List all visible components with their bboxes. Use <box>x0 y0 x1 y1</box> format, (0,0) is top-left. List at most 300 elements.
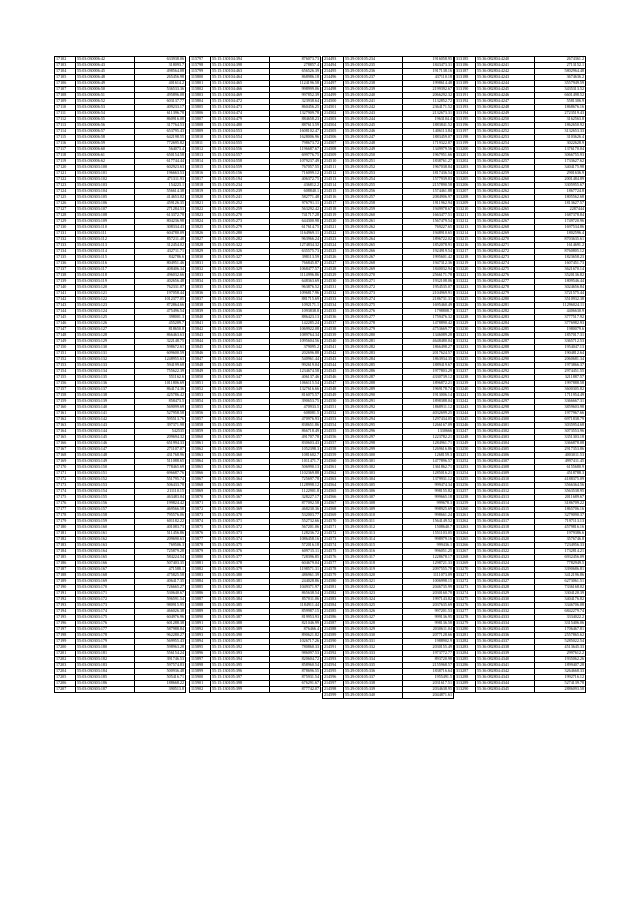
value-cell: 402656.48 <box>135 279 186 285</box>
cadastral-number-cell: 55:15:130105:328 <box>211 261 270 267</box>
value-cell: 594199.68 <box>135 363 186 369</box>
value-cell: 391746.53 <box>135 657 186 663</box>
value-cell: 1977803.29 <box>403 369 454 375</box>
row-number-cell: 115847 <box>190 357 211 363</box>
row-number-cell: 115835 <box>190 285 211 291</box>
cadastral-number-cell: 55:15:130105:378 <box>211 561 270 567</box>
value-cell: 542535 <box>135 429 186 435</box>
value-cell: 999436.1 <box>403 543 454 549</box>
cadastral-number-cell: 55:15:130104:473 <box>211 105 270 111</box>
cadastral-number-cell: 55:15:130105:327 <box>211 255 270 261</box>
row-number-cell: 214555 <box>323 429 344 435</box>
row-number-cell: 17157 <box>55 387 76 393</box>
cadastral-number-cell: 55:29:010105:320 <box>344 573 403 579</box>
row-number-cell: 17142 <box>55 297 76 303</box>
row-number-cell: 214561 <box>323 465 344 471</box>
value-cell: 656526.39 <box>270 69 321 75</box>
value-cell: 6932456.09 <box>535 555 586 561</box>
row-number-cell: 115812 <box>190 147 211 153</box>
value-cell: 3859603.98 <box>535 405 586 411</box>
cadastral-number-cell: 55:15:130105:234 <box>211 183 270 189</box>
row-number-cell: 17178 <box>55 513 76 519</box>
cadastral-number-cell: 55:03:030303:182 <box>76 657 135 663</box>
cadastral-number-cell: 55:29:010105:252 <box>344 165 403 171</box>
row-number-cell: 17127 <box>55 207 76 213</box>
cadastral-number-cell: 55:29:010105:242 <box>344 105 403 111</box>
value-cell: 887613.59 <box>270 123 321 129</box>
value-cell: 1049371.97 <box>270 585 321 591</box>
value-cell: 601182.22 <box>135 519 186 525</box>
value-cell: 2046735.99 <box>403 585 454 591</box>
row-number-cell: 214512 <box>323 171 344 177</box>
row-number-cell: 313232 <box>455 339 476 345</box>
cadastral-number-cell: 55:15:130105:156 <box>211 171 270 177</box>
cadastral-number-cell: 55:03:030303:117 <box>76 267 135 273</box>
row-number-cell: 313242 <box>455 399 476 405</box>
value-cell: 1857017.31 <box>535 333 586 339</box>
value-cell: 196663.53 <box>135 171 186 177</box>
value-cell: 998155.82 <box>403 489 454 495</box>
value-cell: 2713152.1 <box>535 63 586 69</box>
row-number-cell: 214576 <box>323 555 344 561</box>
value-cell: 617744.44 <box>135 159 186 165</box>
cadastral-number-cell: 55:03:030303:120 <box>76 285 135 291</box>
cadastral-number-cell: 55:15:130105:350 <box>211 393 270 399</box>
value-cell: 1228678.17 <box>403 555 454 561</box>
cadastral-number-cell: 55:03:030303:147 <box>76 447 135 453</box>
row-number-cell: 17102 <box>55 57 76 63</box>
cadastral-number-cell: 55:29:010105:303 <box>344 471 403 477</box>
row-number-cell: 115826 <box>190 231 211 237</box>
value-cell: 527958.58 <box>135 411 186 417</box>
value-cell: 608081.5 <box>270 411 321 417</box>
value-cell: 602923.63 <box>135 165 186 171</box>
cadastral-number-cell: 55:03:030006:51 <box>76 93 135 99</box>
row-number-cell: 214543 <box>323 357 344 363</box>
cadastral-number-cell: 55:15:130105:398 <box>211 681 270 687</box>
value-cell: 455209.7 <box>135 321 186 327</box>
cadastral-number-cell: 55:36:082804:4272 <box>476 249 535 255</box>
value-cell: 2084906.97 <box>403 195 454 201</box>
row-number-cell: 214570 <box>323 519 344 525</box>
row-number-cell: 115879 <box>190 549 211 555</box>
row-number-cell: 214580 <box>323 579 344 585</box>
value-cell: 551795.74 <box>135 477 186 483</box>
row-number-cell: 214562 <box>323 471 344 477</box>
cadastral-number-cell: 55:36:082804:4292 <box>476 369 535 375</box>
value-cell: 1889419.67 <box>403 363 454 369</box>
cadastral-number-cell: 55:03:030303:141 <box>76 411 135 417</box>
row-number-cell: 17106 <box>55 81 76 87</box>
value-cell: 1916058.95 <box>403 57 454 63</box>
row-number-cell: 115802 <box>190 87 211 93</box>
cadastral-number-cell: 55:15:130104:559 <box>211 165 270 171</box>
value-cell: 857011.06 <box>270 597 321 603</box>
cadastral-number-cell: 55:03:030303:138 <box>76 393 135 399</box>
value-cell: 463483.04 <box>135 495 186 501</box>
row-number-cell: 214505 <box>323 129 344 135</box>
cadastral-number-cell: 55:15:130105:273 <box>211 219 270 225</box>
cadastral-number-cell: 55:29:010105:254 <box>344 177 403 183</box>
cadastral-number-cell: 55:03:030303:122 <box>76 297 135 303</box>
row-number-cell: 313195 <box>455 117 476 123</box>
cadastral-number-cell: 55:29:010105:279 <box>344 327 403 333</box>
value-cell: 1223782.21 <box>403 435 454 441</box>
row-number-cell: 115818 <box>190 183 211 189</box>
row-number-cell: 17197 <box>55 627 76 633</box>
row-number-cell: 115814 <box>190 159 211 165</box>
row-number-cell: 214509 <box>323 153 344 159</box>
row-number-cell: 115810 <box>190 135 211 141</box>
value-cell: 318093.7 <box>135 63 186 69</box>
row-number-cell: 17192 <box>55 597 76 603</box>
row-number-cell: 214591 <box>323 645 344 651</box>
row-number-cell: 115823 <box>190 213 211 219</box>
cadastral-number-cell: 55:15:130105:322 <box>211 243 270 249</box>
value-cell: 986097.53 <box>270 651 321 657</box>
cadastral-number-cell: 55:15:130105:390 <box>211 633 270 639</box>
value-cell: 7336168.02 <box>535 585 586 591</box>
row-number-cell: 214527 <box>323 261 344 267</box>
cadastral-number-cell: 55:36:082804:4269 <box>476 231 535 237</box>
row-number-cell: 17170 <box>55 465 76 471</box>
row-number-cell: 115798 <box>190 63 211 69</box>
value-cell: 609600.59 <box>135 351 186 357</box>
value-cell: 4518788.3 <box>535 471 586 477</box>
value-cell: 1376170.04 <box>535 147 586 153</box>
row-number-cell: 313240 <box>455 387 476 393</box>
row-number-cell: 17154 <box>55 369 76 375</box>
cadastral-number-cell: 55:36:082804:4308 <box>476 465 535 471</box>
cadastral-number-cell: 55:03:030303:157 <box>76 507 135 513</box>
row-number-cell: 115851 <box>190 381 211 387</box>
value-cell: 963966.24 <box>270 237 321 243</box>
value-cell: 696687.76 <box>135 471 186 477</box>
value-cell: 471588.1 <box>135 567 186 573</box>
cadastral-number-cell: 55:29:010105:258 <box>344 201 403 207</box>
row-number-cell: 214547 <box>323 381 344 387</box>
value-cell: 1164969.11 <box>270 231 321 237</box>
value-cell: 2566171.78 <box>403 273 454 279</box>
value-cell: 798673.72 <box>270 141 321 147</box>
row-number-cell: 214588 <box>323 627 344 633</box>
row-number-cell: 17199 <box>55 639 76 645</box>
cadastral-number-cell: 55:15:130105:371 <box>211 519 270 525</box>
row-number-cell: 17129 <box>55 219 76 225</box>
row-number-cell: 115894 <box>190 639 211 645</box>
row-number-cell: 313286 <box>455 663 476 669</box>
cadastral-number-cell: 55:29:010105:286 <box>344 369 403 375</box>
row-number-cell: 17183 <box>55 543 76 549</box>
value-cell: 3721575.44 <box>535 291 586 297</box>
cadastral-number-cell: 55:03:030303:115 <box>76 255 135 261</box>
cadastral-number-cell: 55:29:010105:281 <box>344 339 403 345</box>
row-number-cell: 115885 <box>190 585 211 591</box>
value-cell: 1478890.42 <box>403 321 454 327</box>
row-number-cell: 313214 <box>455 231 476 237</box>
row-number-cell: 313209 <box>455 201 476 207</box>
row-number-cell: 313216 <box>455 243 476 249</box>
value-cell: 1068477.57 <box>270 267 321 273</box>
row-number-cell: 214583 <box>323 597 344 603</box>
value-cell: 1979386.6 <box>535 531 586 537</box>
row-number-cell: 313271 <box>455 573 476 579</box>
row-number-cell: 214526 <box>323 255 344 261</box>
row-number-cell: 17149 <box>55 339 76 345</box>
value-cell: 3132653.33 <box>535 129 586 135</box>
value-cell: 772695.82 <box>135 141 186 147</box>
cadastral-number-cell: 55:36:082804:4325 <box>476 567 535 573</box>
value-cell: 868986.18 <box>270 75 321 81</box>
value-cell: 1896872.21 <box>403 381 454 387</box>
cadastral-number-cell: 55:15:130105:351 <box>211 399 270 405</box>
value-cell: 3390686.81 <box>535 567 586 573</box>
cadastral-number-cell: 55:15:130105:352 <box>211 405 270 411</box>
row-number-cell: 115811 <box>190 141 211 147</box>
row-number-cell: 313234 <box>455 351 476 357</box>
row-number-cell: 17173 <box>55 483 76 489</box>
row-number-cell: 313275 <box>455 597 476 603</box>
row-number-cell: 17196 <box>55 621 76 627</box>
row-number-cell: 214493 <box>323 57 344 63</box>
row-number-cell: 17120 <box>55 165 76 171</box>
row-number-cell: 17126 <box>55 201 76 207</box>
row-number-cell: 214533 <box>323 297 344 303</box>
row-number-cell: 115877 <box>190 537 211 543</box>
row-number-cell: 313203 <box>455 165 476 171</box>
cadastral-number-cell: 55:36:082804:4343 <box>476 675 535 681</box>
cadastral-number-cell: 55:15:130105:343 <box>211 351 270 357</box>
cadastral-number-cell: 55:29:010105:246 <box>344 129 403 135</box>
cadastral-number-cell: 55:29:010105:287 <box>344 375 403 381</box>
value-cell: 741717.28 <box>270 213 321 219</box>
cadastral-number-cell: 55:36:082804:4338 <box>476 645 535 651</box>
value-cell: 884658.23 <box>270 117 321 123</box>
cadastral-number-cell: 55:29:010105:327 <box>344 615 403 621</box>
row-number-cell: 115799 <box>190 69 211 75</box>
cadastral-number-cell: 55:36:082804:4283 <box>476 315 535 321</box>
row-number-cell: 214530 <box>323 279 344 285</box>
cadastral-number-cell: 55:29:010105:263 <box>344 231 403 237</box>
row-number-cell: 214534 <box>323 303 344 309</box>
value-cell: 1867724.8 <box>535 189 586 195</box>
row-number-cell: 115864 <box>190 459 211 465</box>
row-number-cell: 115873 <box>190 513 211 519</box>
row-number-cell: 115817 <box>190 177 211 183</box>
value-cell: 2723519.43 <box>535 111 586 117</box>
row-number-cell: 115890 <box>190 615 211 621</box>
cadastral-number-cell: 55:03:030303:178 <box>76 633 135 639</box>
row-number-cell: 313211 <box>455 213 476 219</box>
cadastral-number-cell: 55:36:082804:4326 <box>476 573 535 579</box>
cadastral-number-cell: 55:03:030303:146 <box>76 441 135 447</box>
row-number-cell: 115860 <box>190 435 211 441</box>
row-number-cell: 115837 <box>190 297 211 303</box>
row-number-cell: 115887 <box>190 597 211 603</box>
value-cell: 1081602.7 <box>270 453 321 459</box>
row-number-cell: 115836 <box>190 291 211 297</box>
row-number-cell: 17202 <box>55 657 76 663</box>
cadastral-number-cell: 55:29:010105:264 <box>344 237 403 243</box>
value-cell: 1973866.37 <box>535 363 586 369</box>
cadastral-number-cell: 55:29:010105:339 <box>344 687 403 693</box>
cadastral-number-cell: 55:15:130105:336 <box>211 309 270 315</box>
value-cell: 552732.66 <box>270 519 321 525</box>
row-number-cell: 115901 <box>190 681 211 687</box>
row-number-cell: 214546 <box>323 375 344 381</box>
cadastral-number-cell: 55:36:082804:4334 <box>476 621 535 627</box>
value-cell: 755622.39 <box>135 369 186 375</box>
row-number-cell: 115881 <box>190 561 211 567</box>
cadastral-number-cell: 55:29:010105:236 <box>344 69 403 75</box>
value-cell: 188668.22 <box>135 681 186 687</box>
value-cell: 604679.04 <box>270 561 321 567</box>
cadastral-number-cell: 55:15:130104:469 <box>211 93 270 99</box>
row-number-cell: 313264 <box>455 531 476 537</box>
row-number-cell: 17168 <box>55 453 76 459</box>
cadastral-number-cell: 55:03:030303:151 <box>76 471 135 477</box>
row-number-cell: 214538 <box>323 327 344 333</box>
cadastral-number-cell: 55:15:130104:394 <box>211 57 270 63</box>
cadastral-number-cell: 55:36:082804:4296 <box>476 393 535 399</box>
cadastral-number-cell: 55:15:130105:358 <box>211 441 270 447</box>
row-number-cell: 115854 <box>190 399 211 405</box>
cadastral-number-cell: 55:36:082804:4332 <box>476 609 535 615</box>
row-number-cell: 17184 <box>55 549 76 555</box>
value-cell: 1086458.16 <box>270 537 321 543</box>
value-cell: 491707.78 <box>270 435 321 441</box>
cadastral-number-cell: 55:03:030303:187 <box>76 687 135 693</box>
value-cell: 540961.44 <box>270 357 321 363</box>
value-cell: 3334022.2 <box>535 615 586 621</box>
cadastral-number-cell: 55:03:030303:168 <box>76 573 135 579</box>
row-number-cell: 313227 <box>455 309 476 315</box>
row-number-cell: 214510 <box>323 159 344 165</box>
row-number-cell: 17179 <box>55 519 76 525</box>
cadastral-number-cell: 55:36:082804:4313 <box>476 495 535 501</box>
value-cell: 864174.36 <box>135 387 186 393</box>
cadastral-number-cell: 55:36:082804:4254 <box>476 141 535 147</box>
row-number-cell: 214502 <box>323 111 344 117</box>
cadastral-number-cell: 55:03:030303:140 <box>76 405 135 411</box>
value-cell: 466026.38 <box>135 609 186 615</box>
value-cell: 1567479.54 <box>403 219 454 225</box>
cadastral-number-cell: 55:36:082804:4286 <box>476 333 535 339</box>
row-number-cell: 17134 <box>55 249 76 255</box>
cadastral-number-cell: 55:15:130104:554 <box>211 135 270 141</box>
row-number-cell: 17151 <box>55 351 76 357</box>
value-cell: 2199392.67 <box>403 87 454 93</box>
cadastral-number-cell: 55:29:010105:314 <box>344 537 403 543</box>
cadastral-number-cell: 55:15:130105:382 <box>211 585 270 591</box>
value-cell: 1749720.96 <box>535 219 586 225</box>
row-number-cell: 214598 <box>323 687 344 693</box>
value-cell: 569955.43 <box>135 639 186 645</box>
cadastral-number-cell: 55:03:030303:105 <box>76 195 135 201</box>
value-cell: 1733627.62 <box>535 159 586 165</box>
value-cell: 154223.1 <box>135 183 186 189</box>
value-cell: 633938.06 <box>135 57 186 63</box>
value-cell: 142285.24 <box>270 321 321 327</box>
value-cell: 584224.54 <box>135 555 186 561</box>
cadastral-number-cell: 55:15:130105:252 <box>211 201 270 207</box>
cadastral-number-cell: 55:03:030303:121 <box>76 291 135 297</box>
cadastral-number-cell: 55:36:082804:4279 <box>476 291 535 297</box>
value-cell: 860456.25 <box>270 105 321 111</box>
table-row <box>323 693 454 699</box>
cadastral-number-cell: 55:36:082804:4295 <box>476 387 535 393</box>
document-page <box>54 56 586 836</box>
value-cell: 1663477.51 <box>403 213 454 219</box>
value-cell: 608840.1 <box>270 189 321 195</box>
table-row <box>55 687 186 693</box>
row-number-cell: 17174 <box>55 489 76 495</box>
value-cell: 2030611.04 <box>403 627 454 633</box>
row-number-cell: 313208 <box>455 195 476 201</box>
row-number-cell: 313290 <box>455 687 476 693</box>
value-cell: 3211887.57 <box>535 375 586 381</box>
value-cell: 980915.95 <box>135 603 186 609</box>
value-cell: 1988902.9 <box>403 639 454 645</box>
row-number-cell: 115841 <box>190 321 211 327</box>
cadastral-number-cell: 55:36:082804:4257 <box>476 159 535 165</box>
cadastral-number-cell: 55:03:030303:159 <box>76 519 135 525</box>
row-number-cell: 214597 <box>323 681 344 687</box>
value-cell: 437110.18 <box>403 75 454 81</box>
value-cell: 569099.69 <box>135 405 186 411</box>
value-cell: 1865706.16 <box>535 507 586 513</box>
row-number-cell: 115856 <box>190 411 211 417</box>
row-number-cell: 214554 <box>323 423 344 429</box>
value-cell: 1330666 <box>403 429 454 435</box>
row-number-cell: 115855 <box>190 405 211 411</box>
value-cell: 209694.32 <box>135 435 186 441</box>
value-cell: 3404176.82 <box>535 597 586 603</box>
row-number-cell: 115878 <box>190 543 211 549</box>
cadastral-number-cell: 55:15:130104:558 <box>211 159 270 165</box>
row-number-cell: 17177 <box>55 507 76 513</box>
value-cell: 1284961.71 <box>403 441 454 447</box>
cadastral-number-cell: 55:36:082804:4275 <box>476 267 535 273</box>
value-cell: 804951.46 <box>135 261 186 267</box>
cadastral-number-cell: 55:29:010105:245 <box>344 123 403 129</box>
cadastral-number-cell: 55:36:082804:4281 <box>476 303 535 309</box>
cadastral-number-cell: 55:36:082804:4248 <box>476 105 535 111</box>
cadastral-number-cell: 55:29:010105:317 <box>344 555 403 561</box>
row-number-cell: 313280 <box>455 627 476 633</box>
value-cell: 2157890.58 <box>403 183 454 189</box>
value-cell: 3066755.93 <box>535 153 586 159</box>
row-number-cell: 115843 <box>190 333 211 339</box>
row-number-cell: 115809 <box>190 129 211 135</box>
value-cell: 604780.09 <box>135 231 186 237</box>
cadastral-number-cell: 55:03:030303:180 <box>76 645 135 651</box>
row-number-cell: 17161 <box>55 411 76 417</box>
value-cell: 470976.93 <box>270 417 321 423</box>
cadastral-number-cell: 55:03:030303:110 <box>76 225 135 231</box>
value-cell: 1838761.27 <box>403 159 454 165</box>
value-cell: 1995601.42 <box>403 255 454 261</box>
value-cell: 2077128.66 <box>403 633 454 639</box>
cadastral-number-cell: 55:15:130105:331 <box>211 279 270 285</box>
value-cell: 767057.55 <box>270 165 321 171</box>
row-number-cell: 115888 <box>190 603 211 609</box>
row-number-cell: 17139 <box>55 279 76 285</box>
value-cell: 1868676.16 <box>535 105 586 111</box>
cadastral-number-cell: 55:36:082804:4307 <box>476 459 535 465</box>
row-number-cell: 214518 <box>323 207 344 213</box>
cadastral-number-cell: 55:15:130105:387 <box>211 615 270 621</box>
